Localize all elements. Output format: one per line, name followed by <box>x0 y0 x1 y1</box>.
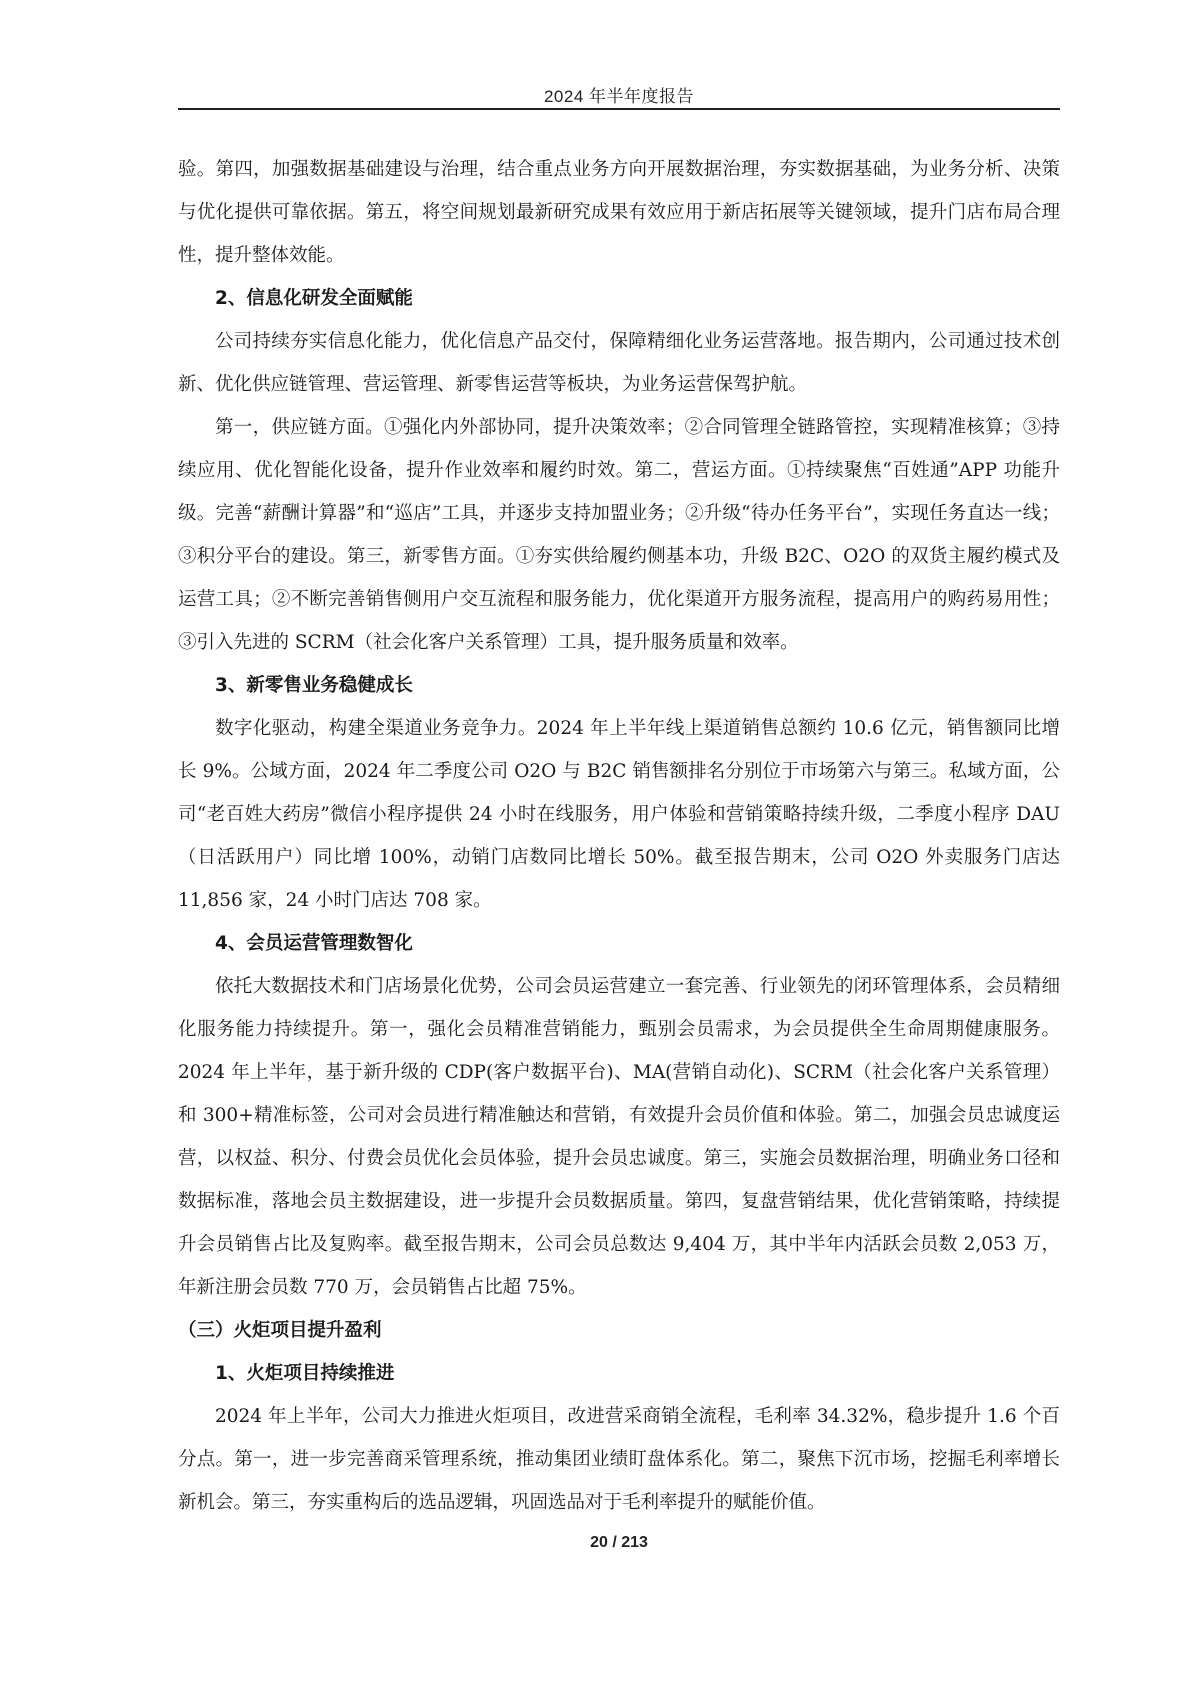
paragraph-new-retail: 数字化驱动，构建全渠道业务竞争力。2024 年上半年线上渠道销售总额约 10.6 亿元，销售额同比增长 9%。公域方面，2024 年二季度公司 O2O 与 B2C 销售额排名分别位于市场第六与第三。私域方面，公司“老百姓大药房”微信小程序提供 24 小时在线服务，用户体验和营销策略持续升级，二季度小程序 DAU（日活跃用户）同比增 100%，动销门店数同比增长 50%。截至报告期末，公司 O2O 外卖服务门店达 11,856 家，24 小时门店达 708 家。 <box>178 718 1060 911</box>
page-number: 20 / 213 <box>590 1534 648 1551</box>
paragraph-supply-ops-retail: 第一，供应链方面。①强化内外部协同，提升决策效率；②合同管理全链路管控，实现精准核算；③持续应用、优化智能化设备，提升作业效率和履约时效。第二，营运方面。①持续聚焦“百姓通”APP 功能升级。完善“薪酬计算器”和“巡店”工具，并逐步支持加盟业务；②升级“待办任务平台”，实现任务直达一线；③积分平台的建设。第三，新零售方面。①夯实供给履约侧基本功，升级 B2C、O2O 的双货主履约模式及运营工具；②不断完善销售侧用户交互流程和服务能力，优化渠道开方服务流程，提高用户的购药易用性；③引入先进的 SCRM（社会化客户关系管理）工具，提升服务质量和效率。 <box>178 417 1060 653</box>
body-content <box>178 148 1060 1524</box>
paragraph-it-capability: 公司持续夯实信息化能力，优化信息产品交付，保障精细化业务运营落地。报告期内，公司通过技术创新、优化供应链管理、营运管理、新零售运营等板块，为业务运营保驾护航。 <box>178 331 1060 395</box>
section-heading-2: 2、信息化研发全面赋能 <box>215 288 413 309</box>
section-heading-4: 4、会员运营管理数智化 <box>215 933 413 954</box>
section-heading-torch: （三）火炬项目提升盈利 <box>178 1320 382 1341</box>
section-heading-3: 3、新零售业务稳健成长 <box>215 675 413 696</box>
paragraph-continuation: 验。第四，加强数据基础建设与治理，结合重点业务方向开展数据治理，夯实数据基础，为业务分析、决策与优化提供可靠依据。第五，将空间规划最新研究成果有效应用于新店拓展等关键领域，提升门店布局合理性，提升整体效能。 <box>178 159 1060 266</box>
page-header-title: 2024 年半年度报告 <box>543 87 695 106</box>
paragraph-torch-project: 2024 年上半年，公司大力推进火炬项目，改进营采商销全流程，毛利率 34.32%，稳步提升 1.6 个百分点。第一，进一步完善商采管理系统，推动集团业绩盯盘体系化。第二，聚焦下沉市场，挖掘毛利率增长新机会。第三，夯实重构后的选品逻辑，巩固选品对于毛利率提升的赋能价值。 <box>178 1406 1060 1513</box>
header-divider <box>178 108 1060 110</box>
paragraph-membership: 依托大数据技术和门店场景化优势，公司会员运营建立一套完善、行业领先的闭环管理体系，会员精细化服务能力持续提升。第一，强化会员精准营销能力，甄别会员需求，为会员提供全生命周期健康服务。2024 年上半年，基于新升级的 CDP(客户数据平台)、MA(营销自动化)、SCRM（社会化客户关系管理）和 300+精准标签，公司对会员进行精准触达和营销，有效提升会员价值和体验。第二，加强会员忠诚度运营，以权益、积分、付费会员优化会员体验，提升会员忠诚度。第三，实施会员数据治理，明确业务口径和数据标准，落地会员主数据建设，进一步提升会员数据质量。第四，复盘营销结果，优化营销策略，持续提升会员销售占比及复购率。截至报告期末，公司会员总数达 9,404 万，其中半年内活跃会员数 2,053 万，年新注册会员数 770 万，会员销售占比超 75%。 <box>178 976 1060 1298</box>
section-heading-1: 1、火炬项目持续推进 <box>215 1363 395 1384</box>
